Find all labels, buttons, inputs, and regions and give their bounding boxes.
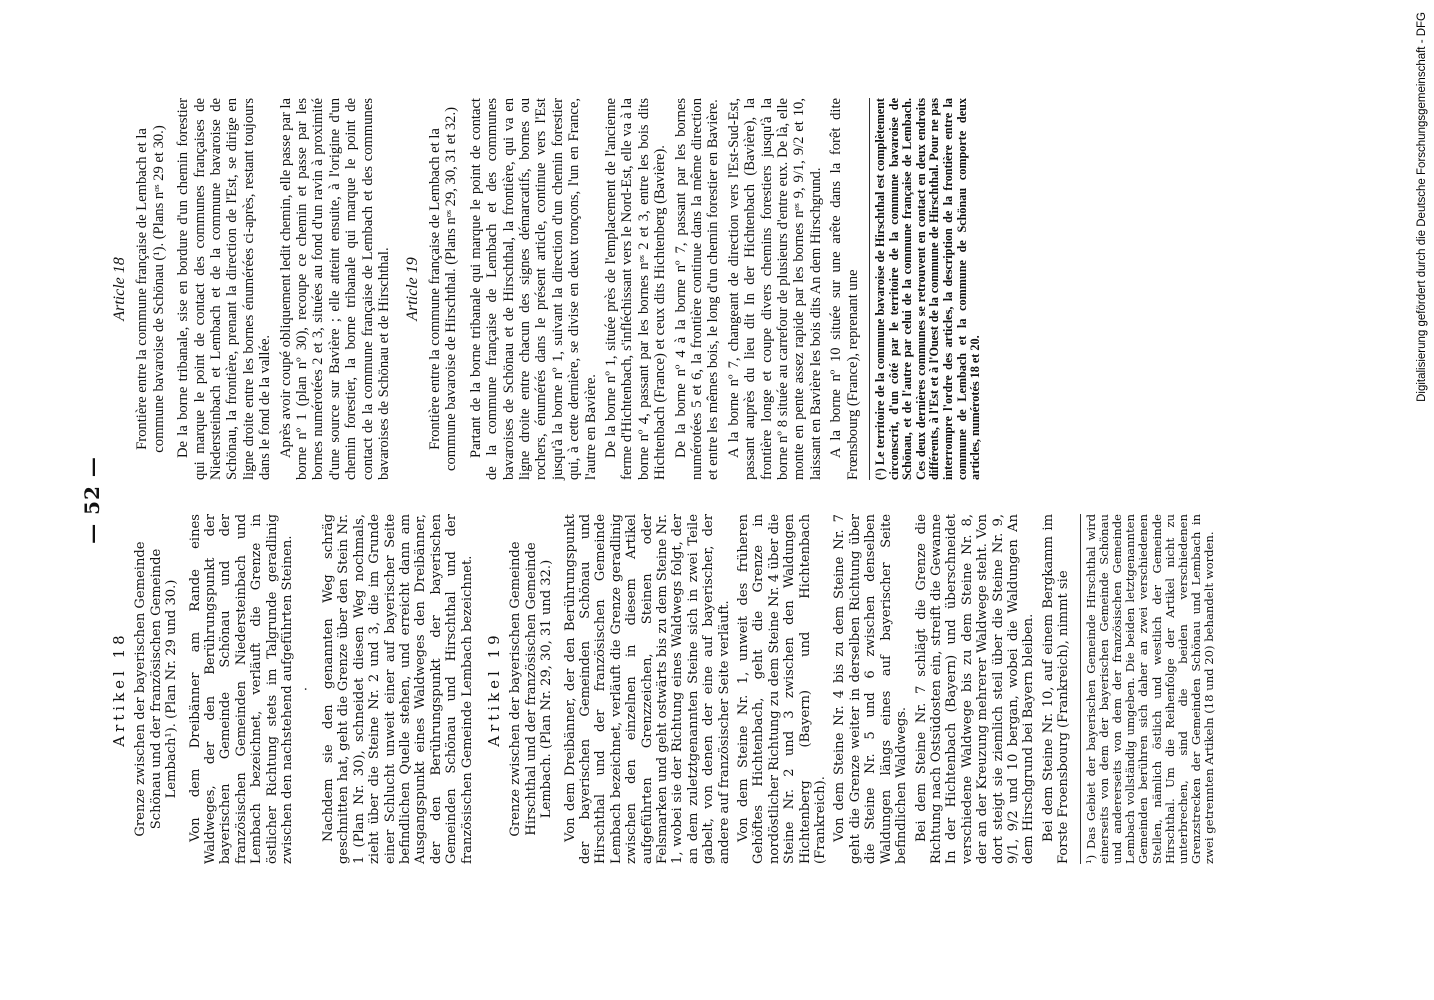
article-19-para-1-fr: Partant de la borne tribanale qui marque le point de contact de la commune française de Lembach et des communes bavaroises de Schönau et de Hirschthal, la frontière, qui va en ligne droite entre chacun des signes démarcatifs, bornes ou rochers, énumérés dans le présent article, continue vers l'Est jusqu'à la borne nº 1, suivant la direction d'un chemin forestier qui, à cette dernière, se divise en deux tronçons, l'un en France, l'autre en Bavière. [467, 98, 599, 480]
article-19-heading-fr: Frontière entre la commune française de Lembach et la commune bavaroise de Hirschthal. (Plans nᵒˢ 29, 30, 31 et 32.) [426, 107, 460, 471]
article-19-para-2-de: Von dem Steine Nr. 1, unweit des früheren Gehöftes Hichtenbach, geht die Grenze in nordöstlicher Richtung zu dem Steine Nr. 4 über die Steine Nr. 2 und 3 zwischen den Waldungen Hichtenberg (Bayern) und Hichtenbach (Frankreich). [736, 514, 829, 864]
article-19-para-5-fr: A la borne nº 10 située sur une arête dans la forêt dite Frœnsbourg (France), reprenant une [828, 98, 861, 480]
article-19-para-3-de: Von dem Steine Nr. 4 bis zu dem Steine Nr. 7 geht die Grenze weiter in derselben Richtung über die Steine Nr. 5 und 6 zwischen denselben Waldungen längs eines auf bayerischer Seite befindlichen Waldwegs. [832, 514, 910, 864]
digitization-credit [1416, 12, 1434, 992]
german-column [110, 514, 1410, 864]
article-19-para-1-de: Von dem Dreibänner, der den Berührungspunkt der bayerischen Gemeinden Schönau und Hirschthal und der französischen Gemeinde Lembach bezeichnet, verläuft die Grenze geradlinig zwischen den einzelnen in diesem Artikel aufgeführten Grenzzeichen, Steinen oder Felsmarken und geht ostwärts bis zu dem Steine Nr. 1, wobei sie der Richtung eines Waldwegs folgt, der an dem zuletztgenannten Steine sich in zwei Teile gabelt, von denen der eine auf bayerischer, der andere auf französischer Seite verläuft. [562, 514, 732, 864]
article-18-title-fr: Article 18 [111, 257, 128, 321]
footnote-fr: (¹) Le territoire de la commune bavaroise de Hirschthal est complètement circonscrit, d'un côté par le territoire de la commune bavaroise de Schönau, et de l'autre par celui de la commune française de Lembach. Ces deux dernières communes se retrouvent en contact en deux endroits différents, à l'Est et à l'Ouest de la commune de Hirschthal. Pour ne pas interrompre l'ordre des articles, la description de la frontière entre la commune de Lembach et la commune de Schönau comporte deux articles, numérotés 18 et 20. [869, 98, 983, 480]
article-18-para-2-fr: Après avoir coupé obliquement ledit chemin, elle passe par la borne nº 1 (plan nº 30), recoupe ce chemin et passe par les bornes numérotées 2 et 3, situées au fond d'un ravin à proximité d'une source sur Bavière ; elle atteint ensuite, à l'origine d'un chemin forestier, la borne tribanale qui marque le point de contact de la commune française de Lembach et des communes bavaroises de Schönau et de Hirschthal. [277, 98, 393, 480]
article-19-title-de: Artikel 19 [484, 631, 503, 747]
footnote-de: ¹) Das Gebiet der bayerischen Gemeinde Hirschthal wird einerseits von dem der bayerischen Gemeinde Schönau und andererseits von dem der französischen Gemeinde Lembach vollständig umgeben. Die beiden letztgenannten Gemeinden berühren sich daher an zwei verschiedenen Stellen, nämlich östlich und westlich der Gemeinde Hirschthal. Um die Reihenfolge der Artikel nicht zu unterbrechen, sind die beiden verschiedenen Grenzstrecken der Gemeinden Schönau und Lembach in zwei getrennten Artikeln (18 und 20) behandelt worden. [1080, 514, 1217, 864]
article-19-title-fr: Article 19 [403, 257, 421, 321]
article-19-heading-de: Grenze zwischen der bayerischen Gemeinde Hirschthal und der französischen Gemeinde Lembach. (Plan Nr. 29, 30, 31 und 32.) [508, 541, 555, 837]
article-18-para-1-de: Von dem Dreibänner am Rande eines Waldweges, der den Berührungspunkt der bayerischen Gemeinde Schönau und der französischen Gemeinden Niedersteinbach und Lembach bezeichnet, verläuft die Grenze in östlicher Richtung stets im Talgrunde geradlinig zwischen den nachstehend aufgeführten Steinen. [187, 514, 296, 864]
french-column [110, 98, 1410, 480]
article-19-para-3-fr: De la borne nº 4 à la borne nº 7, passant par les bornes numérotées 5 et 6, la frontière continue dans la même direction et entre les mêmes bois, le long d'un chemin forestier en Bavière. [672, 98, 722, 480]
article-18-heading-de: Grenze zwischen der bayerischen Gemeinde Schönau und der französischen Gemeinde Lembach¹). (Plan Nr. 29 und 30.) [133, 541, 180, 837]
article-19-para-2-fr: De la borne nº 1, située près de l'emplacement de l'ancienne ferme d'Hichtenbach, s'infléchissant vers le Nord-Est, elle va à la borne nº 4, passant par les bornes nᵒˢ 2 et 3, entre les bois dits Hichtenbach (France) et ceux dits Hichtenberg (Bavière). [602, 98, 669, 480]
article-19-para-4-de: Bei dem Steine Nr. 7 schlägt die Grenze die Richtung nach Ostsüdosten ein, streift die Gewanne In der Hichtenbach (Bayern) und überschneidet verschiedene Waldwege bis zu dem Steine Nr. 8, der an der Kreuzung mehrerer Waldwege steht. Von dort steigt sie ziemlich steil über die Steine Nr. 9, 9/1, 9/2 und 10 bergan, wobei die Waldungen An dem Hirschgrund bei Bayern bleiben. [913, 514, 1037, 864]
article-18-para-1-fr: De la borne tribanale, sise en bordure d'un chemin forestier qui marque le point de contact des communes françaises de Niedersteinbach et Lembach et de la commune bavaroise de Schönau, la frontière, prenant la direction de l'Est, se dirige en ligne droite entre les bornes énumérées ci-après, restant toujours dans le fond de la vallée. [175, 98, 274, 480]
page-number: — 52 — [80, 456, 104, 544]
credit-text: Digitalisierung gefördert durch die Deutsche Forschungsgemeinschaft - DFG [1416, 12, 1428, 402]
article-18-para-2-de: Nachdem sie den genannten Weg schräg geschnitten hat, geht die Grenze über den Stein Nr. 1 (Plan Nr. 30), schneidet diesen Weg nochmals, zieht über die Steine Nr. 2 und 3, die im Grunde einer Schlucht unweit einer auf bayerischer Seite befindlichen Quelle stehen, und erreicht dann am Ausgangspunkt eines Waldweges den Dreibänner, der den Berührungspunkt der bayerischen Gemeinden Schönau und Hirschthal und der französischen Gemeinde Lembach bezeichnet. [320, 514, 475, 864]
article-18-title-de: Artikel 18 [110, 631, 128, 747]
separator-dot: · [299, 686, 315, 692]
article-19-para-5-de: Bei dem Steine Nr. 10, auf einem Bergkamm im Forste Froensbourg (Frankreich), nimmt sie [1040, 514, 1072, 864]
article-19-para-4-fr: A la borne nº 7, changeant de direction vers l'Est-Sud-Est, passant auprès du lieu dit In der Hichtenbach (Bavière), la frontière longe et coupe divers chemins forestiers jusqu'à la borne nº 8 située au carrefour de plusieurs d'entre eux. De là, elle monte en pente assez rapide par les bornes nᵒˢ 9, 9/1, 9/2 et 10, laissant en Bavière les bois dits An dem Hirschgrund. [725, 98, 824, 480]
article-18-heading-fr: Frontière entre la commune française de Lembach et la commune bavaroise de Schönau (¹). (Plans nᵒˢ 29 et 30.) [134, 125, 167, 453]
